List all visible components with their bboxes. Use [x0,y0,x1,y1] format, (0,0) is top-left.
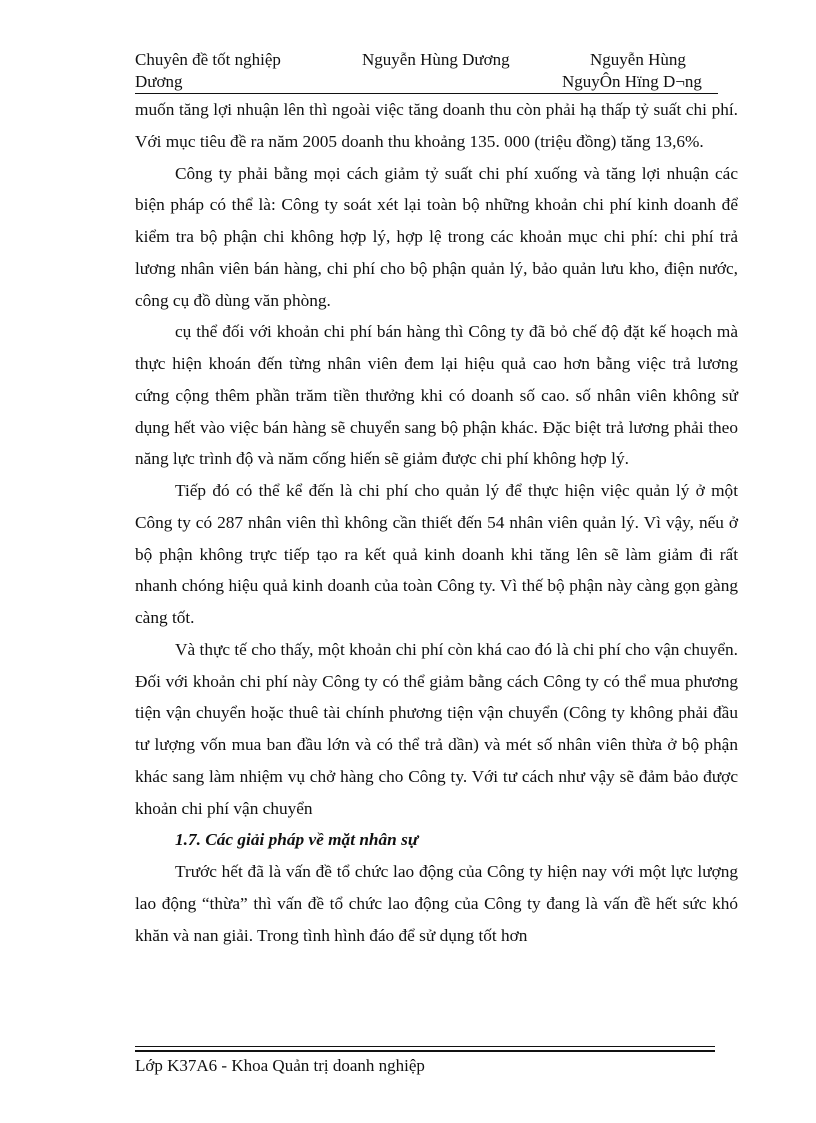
footer-text: Lớp K37A6 - Khoa Quản trị doanh nghiệp [135,1056,425,1075]
header-author-garbled: NguyÔn Hïng D¬ng [562,72,702,91]
paragraph: Và thực tế cho thấy, một khoản chi phí còn khá cao đó là chi phí cho vận chuyển. Đối với khoản chi phí này Công ty có thể giảm bằng cách Công ty có thể mua phương tiện vận chuyển hoặc thuê tài chính phương tiện vận chuyển (Công ty không phải đầu tư lượng vốn mua ban đầu lớn và có thể trả dần) và mét số nhân viên thừa ở bộ phận khác sang làm nhiệm vụ chở hàng cho Công ty. Với tư cách như vậy sẽ đảm bảo được khoản chi phí vận chuyển [135,639,738,818]
paragraph: cụ thể đối với khoản chi phí bán hàng thì Công ty đã bỏ chế độ đặt kế hoạch mà thực hiện khoán đến từng nhân viên đem lại hiệu quả cao hơn bằng việc trả lương cứng cộng thêm phần trăm tiền thưởng khi có doanh số cao. số nhân viên không sử dụng hết vào việc bán hàng sẽ chuyển sang bộ phận khác. Đặc biệt trả lương phải theo năng lực trình độ và năm cống hiến sẽ giảm được chi phí không hợp lý. [135,322,738,469]
paragraph: Tiếp đó có thể kể đến là chi phí cho quản lý để thực hiện việc quản lý ở một Công ty có 287 nhân viên thì không cần thiết đến 54 nhân viên quản lý. Vì vậy, nếu ở bộ phận không trực tiếp tạo ra kết quả kinh doanh khi tăng lên sẽ làm giảm đi rất nhanh chóng hiệu quả kinh doanh của toàn Công ty. Vì thế bộ phận này càng gọn gàng càng tốt. [135,481,738,627]
section-heading: 1.7. Các giải pháp về mặt nhân sự [175,830,419,850]
header-title: Chuyên đề tốt nghiệp [135,50,281,69]
footer-rule-thick [135,1050,715,1052]
paragraph: Trước hết đã là vấn đề tổ chức lao động của Công ty hiện nay với một lực lượng lao động “thừa” thì vấn đề tổ chức lao động của Công ty đang là vấn đề hết sức khó khăn và nan giải. Trong tình hình đáo để sử dụng tốt hơn [135,862,738,945]
paragraph: muốn tăng lợi nhuận lên thì ngoài việc tăng doanh thu còn phải hạ thấp tỷ suất chi phí. Với mục tiêu đề ra năm 2005 doanh thu khoảng 135. 000 (triệu đồng) tăng 13,6%. [135,100,738,151]
footer-rule-thin [135,1046,715,1047]
paragraph: Công ty phải bằng mọi cách giảm tỷ suất chi phí xuống và tăng lợi nhuận các biện pháp có thể là: Công ty soát xét lại toàn bộ những khoản chi phí kinh doanh để kiểm tra bộ phận chi không hợp lý, hợp lệ trong các khoản mục chi phí: chi phí trả lương nhân viên bán hàng, chi phí cho bộ phận quản lý, bảo quản lưu kho, điện nước, công cụ đồ dùng văn phòng. [135,163,738,310]
header-title-wrap: Dương [135,72,183,91]
header-author: Nguyễn Hùng Dương [362,50,510,69]
header-author-right: Nguyễn Hùng [590,50,686,69]
document-body [135,94,738,951]
